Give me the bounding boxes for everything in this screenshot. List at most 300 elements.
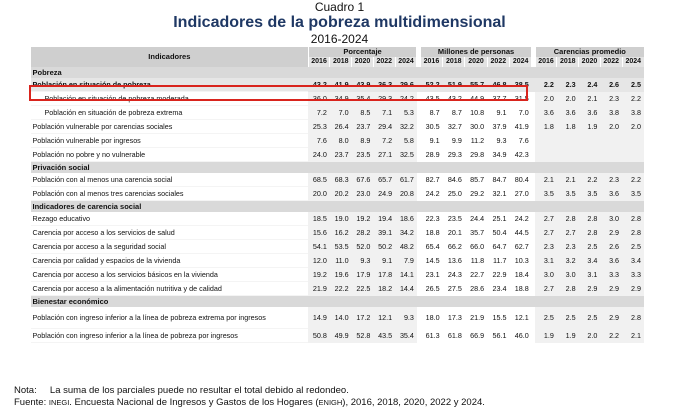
value-cell: 55.7 <box>465 78 487 92</box>
value-cell: 11.8 <box>470 256 485 265</box>
value-cell: 29.3 <box>447 150 462 159</box>
row-label: Población con ingreso inferior a la línea de pobreza por ingresos <box>31 329 309 343</box>
value-cell: 9.1 <box>496 108 507 117</box>
col-group-carencias: Carencias promedio <box>535 47 644 57</box>
value-cell: 23.0 <box>352 187 374 201</box>
value-cell: 23.7 <box>352 120 374 134</box>
value-cell: 14.4 <box>395 282 417 296</box>
value-cell: 12.1 <box>514 312 529 322</box>
table-row <box>31 282 645 296</box>
value-cell: 48.2 <box>395 240 417 254</box>
row-label: Carencia por acceso a la seguridad social <box>31 240 309 254</box>
value-cell: 84.7 <box>492 175 507 185</box>
value-cell: 13.6 <box>447 256 462 265</box>
value-cell: 14.5 <box>425 256 440 265</box>
value-cell: 2.0 <box>600 120 622 134</box>
value-cell: 39.1 <box>373 226 395 240</box>
value-cell: 7.9 <box>395 254 417 268</box>
table-row <box>31 148 645 162</box>
value-cell: 2.2 <box>622 92 644 106</box>
value-cell <box>622 134 644 148</box>
value-cell: 41.9 <box>514 122 529 131</box>
value-cell: 19.6 <box>330 268 352 282</box>
value-cell: 8.9 <box>352 134 374 148</box>
value-cell <box>557 148 579 162</box>
value-cell: 18.6 <box>395 212 417 226</box>
value-cell: 65.7 <box>373 173 395 187</box>
row-label: Carencia por acceso a los servicios de salud <box>31 226 309 240</box>
value-cell: 3.1 <box>535 254 557 268</box>
row-label: Carencia por acceso a la alimentación nutritiva y de calidad <box>31 282 309 296</box>
value-cell: 21.9 <box>470 312 485 322</box>
value-cell: 43.9 <box>352 78 374 92</box>
value-cell: 9.1 <box>373 254 395 268</box>
value-cell: 2.7 <box>535 212 557 226</box>
value-cell: 30.0 <box>470 122 485 131</box>
year-header: 2024 <box>622 57 644 67</box>
value-cell: 3.6 <box>557 106 579 120</box>
value-cell: 3.2 <box>557 254 579 268</box>
value-cell: 28.9 <box>425 150 440 159</box>
value-cell: 56.1 <box>492 331 507 340</box>
source-line <box>14 397 485 409</box>
row-label: Carencia por acceso a los servicios básicos en la vivienda <box>31 268 309 282</box>
value-cell: 68.3 <box>330 173 352 187</box>
value-cell: 2.1 <box>579 92 601 106</box>
value-cell: 21.9 <box>308 282 330 296</box>
value-cell: 26.5 <box>425 284 440 293</box>
value-cell: 35.4 <box>395 329 417 343</box>
value-cell: 34.9 <box>330 92 352 106</box>
note-line <box>14 385 485 397</box>
year-header: 2016 <box>420 57 442 67</box>
value-cell: 23.7 <box>330 148 352 162</box>
value-cell: 52.8 <box>352 329 374 343</box>
year-header: 2018 <box>443 57 465 67</box>
value-cell: 52.0 <box>352 240 374 254</box>
value-cell: 1.9 <box>557 329 579 343</box>
value-cell: 2.8 <box>557 282 579 296</box>
table-row <box>31 240 645 254</box>
row-label: Población con ingreso inferior a la línea de pobreza extrema por ingresos <box>31 307 309 329</box>
value-cell: 50.4 <box>492 228 507 237</box>
row-label: Población en situación de pobreza extrema <box>31 106 309 120</box>
value-cell: 8.7 <box>429 108 440 117</box>
value-cell: 50.2 <box>373 240 395 254</box>
value-cell: 66.2 <box>447 242 462 251</box>
value-cell: 2.3 <box>535 240 557 254</box>
year-header: 2018 <box>557 57 579 67</box>
value-cell: 3.4 <box>579 254 601 268</box>
value-cell: 46.8 <box>487 78 509 92</box>
value-cell: 28.2 <box>352 226 374 240</box>
year-header: 2018 <box>330 57 352 67</box>
note-label: Nota: <box>14 385 37 396</box>
year-header: 2024 <box>395 57 417 67</box>
value-cell: 2.1 <box>557 173 579 187</box>
value-cell <box>535 134 557 148</box>
value-cell: 12.0 <box>308 254 330 268</box>
value-cell: 2.8 <box>579 226 601 240</box>
value-cell: 3.4 <box>622 254 644 268</box>
value-cell: 84.6 <box>447 175 462 185</box>
value-cell: 19.4 <box>373 212 395 226</box>
value-cell: 3.0 <box>600 212 622 226</box>
value-cell: 2.8 <box>622 226 644 240</box>
value-cell: 24.9 <box>373 187 395 201</box>
value-cell: 32.1 <box>492 189 507 198</box>
value-cell: 68.5 <box>308 173 330 187</box>
value-cell: 22.3 <box>425 214 440 224</box>
value-cell: 3.8 <box>600 106 622 120</box>
value-cell: 8.0 <box>330 134 352 148</box>
table-row <box>31 106 645 120</box>
value-cell: 17.2 <box>352 307 374 329</box>
value-cell: 18.8 <box>425 228 440 237</box>
value-cell: 27.1 <box>373 148 395 162</box>
value-cell: 1.9 <box>579 120 601 134</box>
value-cell: 22.9 <box>492 270 507 279</box>
value-cell: 24.2 <box>425 189 440 198</box>
row-label: Población vulnerable por ingresos <box>31 134 309 148</box>
value-cell: 28.6 <box>470 284 485 293</box>
value-cell: 2.0 <box>535 92 557 106</box>
value-cell <box>579 148 601 162</box>
value-cell: 3.0 <box>557 268 579 282</box>
value-cell: 2.2 <box>622 173 644 187</box>
value-cell: 29.2 <box>470 189 485 198</box>
value-cell <box>622 148 644 162</box>
value-cell: 29.8 <box>470 150 485 159</box>
value-cell: 43.2 <box>447 94 462 103</box>
source-label: Fuente: <box>14 397 47 408</box>
value-cell: 22.7 <box>470 270 485 279</box>
value-cell: 2.0 <box>622 120 644 134</box>
section-title: Bienestar económico <box>31 296 645 308</box>
value-cell: 20.8 <box>395 187 417 201</box>
row-label: Población con al menos una carencia social <box>31 173 309 187</box>
value-cell: 7.0 <box>330 106 352 120</box>
value-cell: 19.2 <box>308 268 330 282</box>
value-cell: 2.5 <box>557 307 579 329</box>
value-cell: 41.9 <box>330 78 352 92</box>
value-cell: 10.3 <box>514 256 529 265</box>
value-cell: 9.1 <box>429 136 440 145</box>
value-cell: 9.3 <box>395 307 417 329</box>
table-period: 2016-2024 <box>310 32 369 46</box>
value-cell: 67.6 <box>352 173 374 187</box>
table-number: Cuadro 1 <box>314 0 365 14</box>
value-cell: 2.7 <box>535 226 557 240</box>
value-cell: 31.5 <box>514 94 529 103</box>
value-cell: 44.9 <box>470 94 485 103</box>
value-cell <box>600 148 622 162</box>
table-row <box>31 187 645 201</box>
year-header: 2016 <box>535 57 557 67</box>
value-cell: 43.2 <box>308 78 330 92</box>
value-cell: 61.8 <box>447 331 462 340</box>
table-row <box>31 212 645 226</box>
table-row <box>31 329 645 343</box>
value-cell: 25.1 <box>492 214 507 224</box>
row-label: Población vulnerable por carencias sociales <box>31 120 309 134</box>
year-header: 2020 <box>579 57 601 67</box>
year-header: 2022 <box>487 57 509 67</box>
value-cell: 3.5 <box>557 187 579 201</box>
value-cell: 8.5 <box>352 106 374 120</box>
value-cell: 2.9 <box>600 226 622 240</box>
value-cell: 2.0 <box>557 92 579 106</box>
value-cell: 20.0 <box>308 187 330 201</box>
value-cell: 2.8 <box>557 212 579 226</box>
value-cell: 64.7 <box>492 242 507 251</box>
value-cell: 65.4 <box>425 242 440 251</box>
value-cell: 3.5 <box>535 187 557 201</box>
value-cell: 46.0 <box>514 331 529 340</box>
value-cell: 24.3 <box>447 270 462 279</box>
value-cell: 3.6 <box>600 254 622 268</box>
value-cell: 27.0 <box>514 189 529 198</box>
value-cell: 24.2 <box>514 214 529 224</box>
value-cell: 2.3 <box>557 240 579 254</box>
value-cell: 2.6 <box>600 78 622 92</box>
value-cell: 3.5 <box>622 187 644 201</box>
year-header: 2024 <box>509 57 531 67</box>
value-cell: 1.8 <box>535 120 557 134</box>
table-row <box>31 173 645 187</box>
value-cell: 7.2 <box>373 134 395 148</box>
value-cell: 23.5 <box>352 148 374 162</box>
value-cell: 2.7 <box>557 226 579 240</box>
year-header: 2022 <box>600 57 622 67</box>
value-cell: 24.2 <box>395 92 417 106</box>
source-end: ), 2016, 2018, 2020, 2022 y 2024. <box>342 397 485 408</box>
value-cell: 61.7 <box>395 173 417 187</box>
value-cell: 2.3 <box>600 92 622 106</box>
value-cell: 35.7 <box>470 228 485 237</box>
value-cell: 80.4 <box>514 175 529 185</box>
value-cell: 11.0 <box>330 254 352 268</box>
value-cell: 20.1 <box>447 228 462 237</box>
row-label: Población no pobre y no vulnerable <box>31 148 309 162</box>
value-cell: 22.5 <box>352 282 374 296</box>
value-cell: 20.2 <box>330 187 352 201</box>
value-cell: 14.0 <box>330 307 352 329</box>
section-title: Pobreza <box>31 67 645 78</box>
value-cell: 14.9 <box>308 307 330 329</box>
value-cell: 38.5 <box>509 78 531 92</box>
value-cell: 2.5 <box>579 240 601 254</box>
year-header: 2020 <box>465 57 487 67</box>
value-cell: 37.9 <box>492 122 507 131</box>
year-header: 2022 <box>373 57 395 67</box>
value-cell: 66.0 <box>470 242 485 251</box>
report-header <box>0 1 679 46</box>
value-cell: 18.0 <box>425 312 440 322</box>
value-cell: 18.4 <box>514 270 529 279</box>
value-cell: 3.6 <box>579 106 601 120</box>
col-group-porcentaje: Porcentaje <box>308 47 417 57</box>
table-row <box>31 134 645 148</box>
value-cell: 53.5 <box>330 240 352 254</box>
value-cell: 3.8 <box>622 106 644 120</box>
value-cell <box>579 134 601 148</box>
col-group-millones: Millones de personas <box>420 47 532 57</box>
value-cell: 18.2 <box>373 282 395 296</box>
value-cell: 10.8 <box>470 108 485 117</box>
col-header-indicadores: Indicadores <box>31 47 309 67</box>
value-cell: 61.3 <box>425 331 440 340</box>
value-cell: 17.3 <box>447 312 462 322</box>
value-cell: 44.5 <box>514 228 529 237</box>
table-row <box>31 226 645 240</box>
value-cell: 2.1 <box>622 329 644 343</box>
value-cell: 2.5 <box>579 307 601 329</box>
value-cell: 66.9 <box>470 331 485 340</box>
value-cell: 85.7 <box>470 175 485 185</box>
value-cell: 3.5 <box>579 187 601 201</box>
row-label: Carencia por calidad y espacios de la vivienda <box>31 254 309 268</box>
value-cell: 25.3 <box>308 120 330 134</box>
note-text: La suma de los parciales puede no resultar el total debido al redondeo. <box>49 385 349 396</box>
value-cell: 27.5 <box>447 284 462 293</box>
value-cell: 24.0 <box>308 148 330 162</box>
value-cell: 17.9 <box>352 268 374 282</box>
section-title: Indicadores de carencia social <box>31 201 645 213</box>
value-cell: 49.9 <box>330 329 352 343</box>
value-cell: 2.9 <box>622 282 644 296</box>
value-cell: 7.6 <box>308 134 330 148</box>
value-cell: 42.3 <box>514 150 529 159</box>
year-header: 2020 <box>352 57 374 67</box>
value-cell: 82.7 <box>425 175 440 185</box>
value-cell: 52.2 <box>420 78 442 92</box>
source-inegi: INEGI <box>48 398 70 407</box>
value-cell: 2.9 <box>600 282 622 296</box>
value-cell: 37.7 <box>492 94 507 103</box>
value-cell: 2.2 <box>535 78 557 92</box>
year-header: 2016 <box>308 57 330 67</box>
row-label: Población con al menos tres carencias sociales <box>31 187 309 201</box>
value-cell: 7.2 <box>308 106 330 120</box>
value-cell: 2.1 <box>535 173 557 187</box>
value-cell: 19.2 <box>352 212 374 226</box>
value-cell: 54.1 <box>308 240 330 254</box>
table-row <box>31 254 645 268</box>
table-row <box>31 268 645 282</box>
value-cell: 23.5 <box>447 214 462 224</box>
value-cell: 9.9 <box>451 136 462 145</box>
value-cell: 5.8 <box>395 134 417 148</box>
value-cell: 15.5 <box>492 312 507 322</box>
value-cell: 14.1 <box>395 268 417 282</box>
value-cell: 5.3 <box>395 106 417 120</box>
value-cell: 29.3 <box>373 92 395 106</box>
value-cell: 2.7 <box>535 282 557 296</box>
value-cell: 2.5 <box>622 240 644 254</box>
value-cell: 9.3 <box>352 254 374 268</box>
value-cell: 2.2 <box>600 329 622 343</box>
value-cell: 51.9 <box>443 78 465 92</box>
value-cell: 50.8 <box>308 329 330 343</box>
value-cell: 12.1 <box>373 307 395 329</box>
value-cell: 29.4 <box>373 120 395 134</box>
value-cell: 3.6 <box>535 106 557 120</box>
value-cell: 32.5 <box>395 148 417 162</box>
value-cell: 34.2 <box>395 226 417 240</box>
value-cell: 1.8 <box>557 120 579 134</box>
value-cell <box>600 134 622 148</box>
value-cell: 7.6 <box>518 136 529 145</box>
value-cell: 3.1 <box>579 268 601 282</box>
value-cell: 2.8 <box>579 212 601 226</box>
value-cell: 3.3 <box>600 268 622 282</box>
value-cell: 2.9 <box>579 282 601 296</box>
value-cell: 9.3 <box>496 136 507 145</box>
value-cell: 36.0 <box>308 92 330 106</box>
value-cell: 2.3 <box>557 78 579 92</box>
value-cell: 2.8 <box>622 307 644 329</box>
value-cell: 17.8 <box>373 268 395 282</box>
value-cell: 43.5 <box>373 329 395 343</box>
value-cell: 29.6 <box>395 78 417 92</box>
value-cell <box>535 148 557 162</box>
value-cell: 25.0 <box>447 189 462 198</box>
source-text: . Encuesta Nacional de Ingresos y Gastos de los Hogares ( <box>69 397 319 408</box>
value-cell: 18.8 <box>514 284 529 293</box>
value-cell <box>557 134 579 148</box>
value-cell: 43.5 <box>425 94 440 103</box>
value-cell: 3.3 <box>622 268 644 282</box>
value-cell: 30.5 <box>425 122 440 131</box>
value-cell: 8.7 <box>451 108 462 117</box>
value-cell: 2.2 <box>579 173 601 187</box>
value-cell: 7.1 <box>373 106 395 120</box>
value-cell: 11.7 <box>493 256 507 265</box>
table-row <box>31 78 645 92</box>
value-cell: 2.4 <box>579 78 601 92</box>
value-cell: 2.0 <box>579 329 601 343</box>
value-cell: 34.9 <box>492 150 507 159</box>
table-title: Indicadores de la pobreza multidimensional <box>173 14 506 31</box>
value-cell: 2.3 <box>600 173 622 187</box>
table-row <box>31 120 645 134</box>
source-enigh: ENIGH <box>318 398 343 407</box>
value-cell: 15.6 <box>308 226 330 240</box>
value-cell: 18.5 <box>308 212 330 226</box>
value-cell: 32.2 <box>395 120 417 134</box>
value-cell: 3.6 <box>600 187 622 201</box>
value-cell: 23.1 <box>425 270 440 279</box>
value-cell: 1.9 <box>535 329 557 343</box>
table-row <box>31 92 645 106</box>
row-label: Población en situación de pobreza moderada <box>31 92 309 106</box>
value-cell: 16.2 <box>330 226 352 240</box>
value-cell: 2.5 <box>535 307 557 329</box>
section-title: Privación social <box>31 162 645 174</box>
value-cell: 19.0 <box>330 212 352 226</box>
value-cell: 36.3 <box>373 78 395 92</box>
value-cell: 7.0 <box>518 108 529 117</box>
value-cell: 11.2 <box>470 136 485 145</box>
value-cell: 62.7 <box>514 242 529 251</box>
value-cell: 32.7 <box>447 122 462 131</box>
row-label: Rezago educativo <box>31 212 309 226</box>
value-cell: 24.4 <box>470 214 485 224</box>
value-cell: 26.4 <box>330 120 352 134</box>
value-cell: 2.8 <box>622 212 644 226</box>
value-cell: 35.4 <box>352 92 374 106</box>
